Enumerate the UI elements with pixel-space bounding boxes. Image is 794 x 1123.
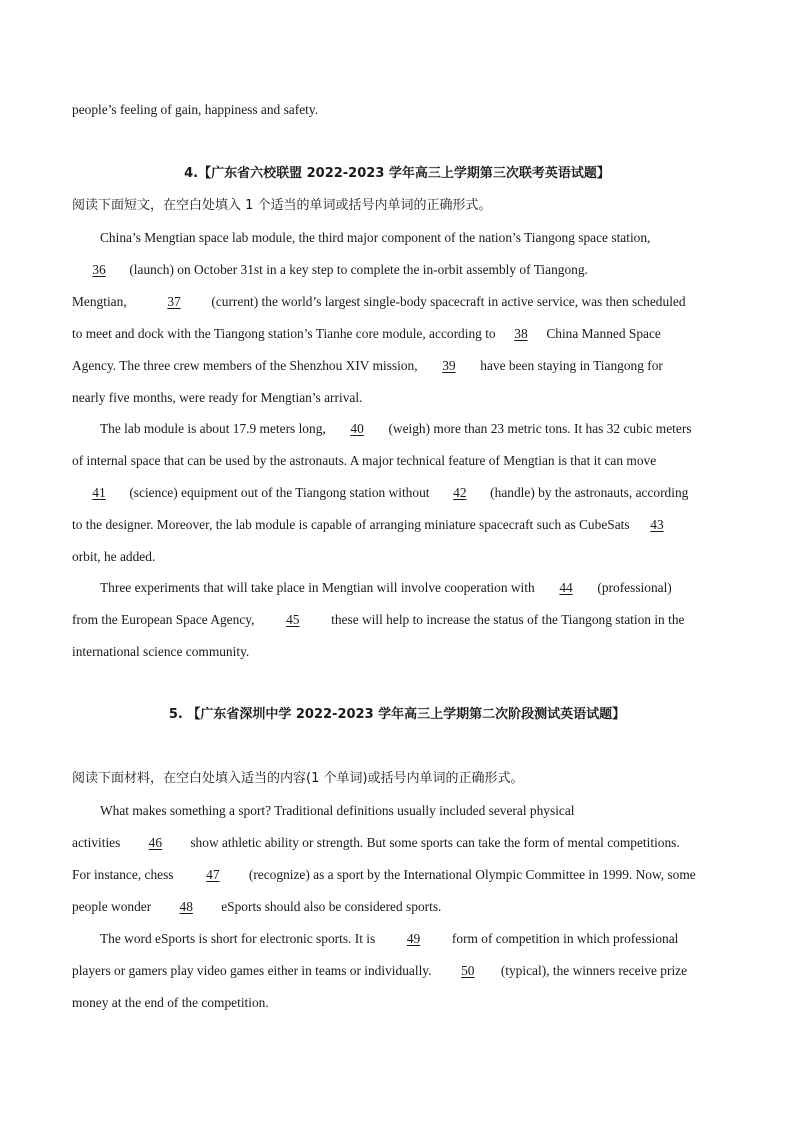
q4-line-5 bbox=[72, 357, 663, 375]
blank-47[interactable]: 47 bbox=[206, 867, 220, 882]
q5-text: For instance, chess bbox=[72, 867, 177, 882]
blank-43[interactable]: 43 bbox=[650, 517, 664, 532]
question-4-instruction: 阅读下面短文，在空白处填入 1 个适当的单词或括号内单词的正确形式。 bbox=[72, 198, 492, 213]
blank-46[interactable]: 46 bbox=[148, 835, 163, 850]
q4-line-3 bbox=[72, 293, 686, 311]
q4-text: The lab module is about 17.9 meters long, bbox=[100, 421, 330, 436]
q5-text: show athletic ability or strength. But some sports can take the form of mental competitions. bbox=[190, 835, 680, 850]
q4-line-14: international science community. bbox=[72, 644, 250, 659]
blank-49[interactable]: 49 bbox=[406, 931, 421, 946]
q4-line-8: of internal space that can be used by the astronauts. A major technical feature of Mengtian is that it can move bbox=[72, 453, 657, 468]
question-4-heading: 4.【广东省六校联盟 2022-2023 学年高三上学期第三次联考英语试题】 bbox=[184, 166, 610, 181]
q4-text: (current) the world’s largest single-body spacecraft in active service, was then scheduled bbox=[208, 294, 686, 309]
q4-text: these will help to increase the status of the Tiangong station in the bbox=[327, 612, 685, 627]
question-5-instruction: 阅读下面材料，在空白处填入适当的内容(1 个单词)或括号内单词的正确形式。 bbox=[72, 771, 524, 786]
blank-37[interactable]: 37 bbox=[167, 294, 181, 309]
blank-45[interactable]: 45 bbox=[286, 612, 300, 627]
blank-44[interactable]: 44 bbox=[559, 580, 573, 595]
q4-line-9 bbox=[72, 484, 688, 502]
q5-text: eSports should also be considered sports. bbox=[221, 899, 442, 914]
q4-line-1: China’s Mengtian space lab module, the third major component of the nation’s Tiangong space station, bbox=[100, 230, 651, 245]
q4-text: (launch) on October 31st in a key step to complete the in-orbit assembly of Tiangong. bbox=[126, 262, 588, 277]
q4-text: (science) equipment out of the Tiangong station without bbox=[126, 485, 433, 500]
q4-line-4 bbox=[72, 325, 661, 343]
q4-line-2 bbox=[72, 261, 588, 279]
q4-text: Three experiments that will take place in Mengtian will involve cooperation with bbox=[100, 580, 539, 595]
q4-line-10 bbox=[72, 516, 681, 534]
q4-text: (professional) bbox=[594, 580, 672, 595]
blank-50[interactable]: 50 bbox=[461, 963, 475, 978]
q4-text: have been staying in Tiangong for bbox=[476, 358, 663, 373]
q5-line-4 bbox=[72, 898, 441, 916]
blank-38[interactable]: 38 bbox=[514, 326, 528, 341]
q4-text: China Manned Space bbox=[542, 326, 661, 341]
blank-40[interactable]: 40 bbox=[350, 421, 364, 436]
q4-text: to meet and dock with the Tiangong station’s Tianhe core module, according to bbox=[72, 326, 499, 341]
blank-39[interactable]: 39 bbox=[442, 358, 456, 373]
q4-line-6: nearly five months, were ready for Mengtian’s arrival. bbox=[72, 390, 363, 405]
q5-text: form of competition in which professional bbox=[448, 931, 679, 946]
q4-text: from the European Space Agency, bbox=[72, 612, 258, 627]
q4-text: (weigh) more than 23 metric tons. It has 32 cubic meters bbox=[385, 421, 692, 436]
q4-line-13 bbox=[72, 611, 684, 629]
q5-line-5 bbox=[100, 930, 678, 948]
q4-text: Agency. The three crew members of the Shenzhou XIV mission, bbox=[72, 358, 421, 373]
q4-line-12 bbox=[100, 579, 672, 597]
q5-text: The word eSports is short for electronic sports. It is bbox=[100, 931, 379, 946]
blank-36[interactable]: 36 bbox=[92, 262, 106, 277]
q4-text: (handle) by the astronauts, according bbox=[486, 485, 689, 500]
q5-text: activities bbox=[72, 835, 121, 850]
blank-42[interactable]: 42 bbox=[453, 485, 467, 500]
question-5-heading: 5. 【广东省深圳中学 2022-2023 学年高三上学期第二次阶段测试英语试题】 bbox=[168, 707, 626, 722]
q5-text: (typical), the winners receive prize bbox=[500, 963, 688, 978]
q5-line-7: money at the end of the competition. bbox=[72, 995, 269, 1010]
q5-line-2 bbox=[72, 834, 680, 852]
q4-text: to the designer. Moreover, the lab module is capable of arranging miniature spacecraft such as CubeSats bbox=[72, 517, 633, 532]
q5-text: (recognize) as a sport by the International Olympic Committee in 1999. Now, some bbox=[248, 867, 696, 882]
q5-line-1: What makes something a sport? Traditional definitions usually included several physical bbox=[100, 803, 575, 818]
q5-text: people wonder bbox=[72, 899, 152, 914]
q4-text: Mengtian, bbox=[72, 294, 131, 309]
q4-line-11: orbit, he added. bbox=[72, 549, 156, 564]
blank-41[interactable]: 41 bbox=[92, 485, 106, 500]
q5-text: players or gamers play video games either in teams or individually. bbox=[72, 963, 435, 978]
q4-line-7 bbox=[100, 420, 692, 438]
q5-line-6 bbox=[72, 962, 687, 980]
blank-48[interactable]: 48 bbox=[179, 899, 193, 914]
q5-line-3 bbox=[72, 866, 696, 884]
previous-passage-tail: people’s feeling of gain, happiness and safety. bbox=[72, 102, 319, 117]
